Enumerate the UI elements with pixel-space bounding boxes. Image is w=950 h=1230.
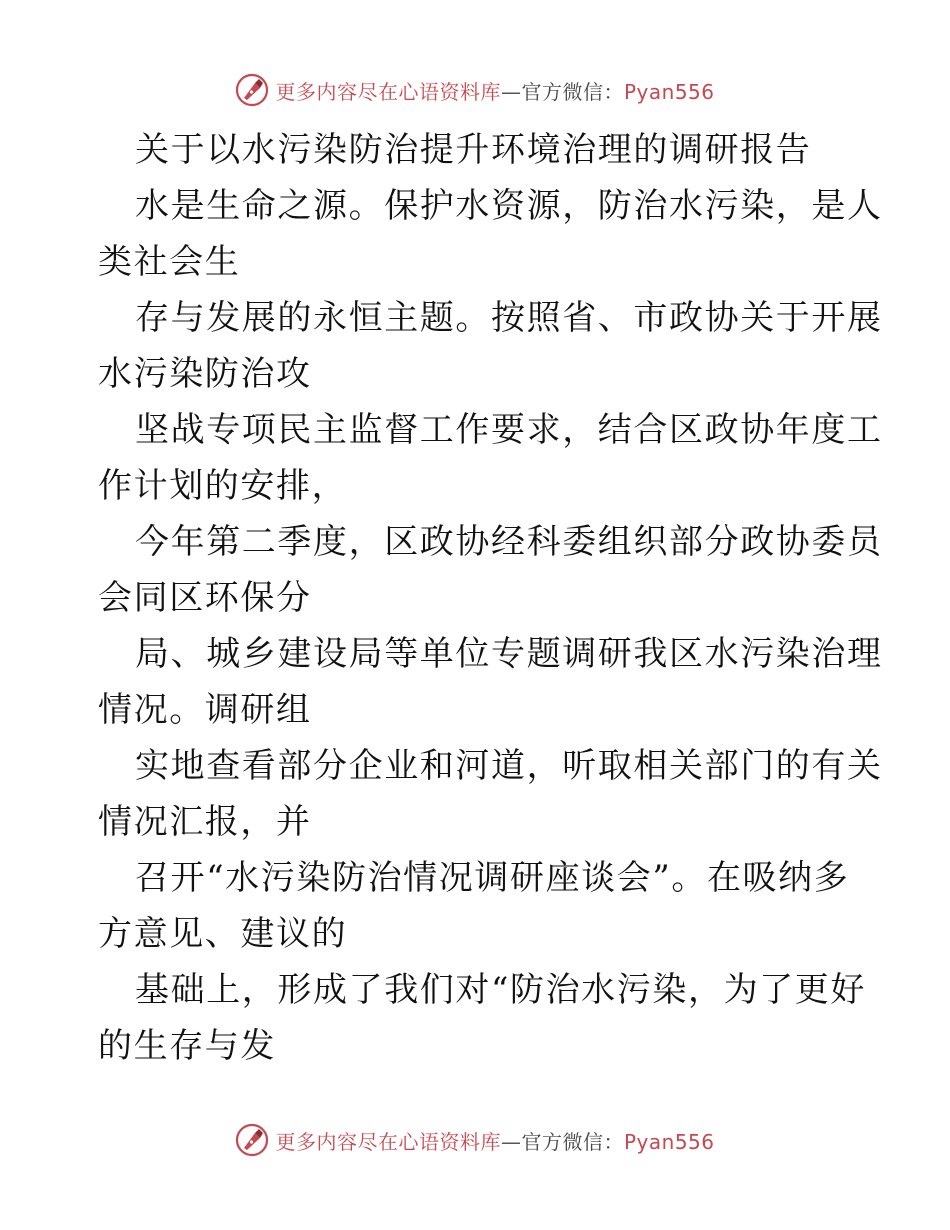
paragraph-line: 情况汇报，并 [98,802,312,842]
watermark-text [275,1126,714,1155]
watermark-separator: — [500,79,522,104]
paragraph-line: 局、城乡建设局等单位专题调研我区水污染治理 [135,634,883,674]
paragraph-line: 水是生命之源。保护水资源，防治水污染，是人 [135,186,883,226]
watermark-label: 官方微信： [521,79,624,104]
pen-nib-logo-icon [235,1123,269,1157]
paragraph-line: 方意见、建议的 [98,914,348,954]
paragraph-line: 召开“水污染防治情况调研座谈会”。在吸纳多 [135,858,850,898]
paragraph-line: 水污染防治攻 [98,354,312,394]
footer-watermark [0,1120,950,1160]
watermark-label: 官方微信： [521,1129,624,1154]
paragraph-line: 的生存与发 [98,1026,276,1066]
paragraph-line: 坚战专项民主监督工作要求，结合区政协年度工 [135,410,883,450]
paragraph-line: 作计划的安排， [98,466,348,506]
watermark-brand: 更多内容尽在心语资料库 [275,79,501,104]
watermark-separator: — [500,1129,522,1154]
paragraph-line: 会同区环保分 [98,578,312,618]
header-watermark [0,70,950,110]
paragraph-line: 情况。调研组 [98,690,312,730]
document-body [98,122,883,1074]
watermark-brand: 更多内容尽在心语资料库 [275,1129,501,1154]
watermark-id: Pyan556 [623,1129,715,1154]
watermark-id: Pyan556 [623,79,715,104]
pen-nib-logo-icon [235,73,269,107]
paragraph-line: 存与发展的永恒主题。按照省、市政协关于开展 [135,298,883,338]
paragraph-line: 基础上，形成了我们对“防治水污染，为了更好 [135,970,866,1010]
paragraph-line: 今年第二季度，区政协经科委组织部分政协委员 [135,522,883,562]
watermark-text [275,76,714,105]
document-title: 关于以水污染防治提升环境治理的调研报告 [135,130,812,170]
paragraph-line: 实地查看部分企业和河道，听取相关部门的有关 [135,746,883,786]
paragraph-line: 类社会生 [98,242,241,282]
